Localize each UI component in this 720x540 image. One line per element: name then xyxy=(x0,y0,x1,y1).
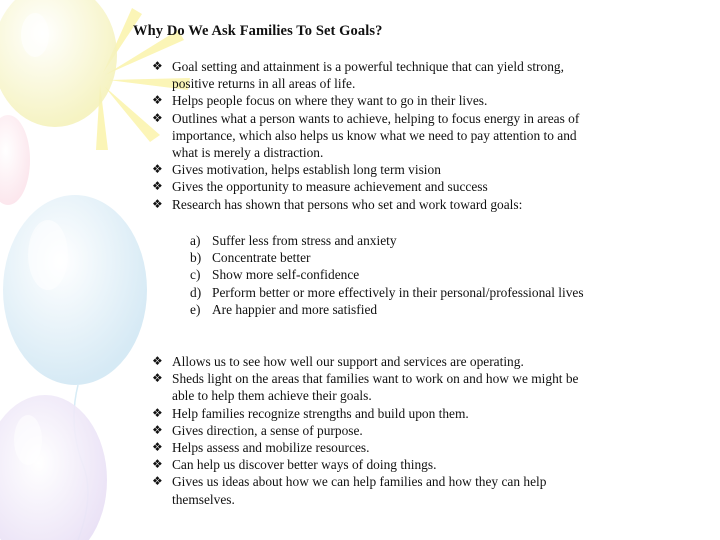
sub-item xyxy=(190,232,590,249)
sub-item-text: Are happier and more satisfied xyxy=(212,301,378,317)
diamond-bullet-icon: ❖ xyxy=(152,59,163,73)
bullet-item: ❖ Goal setting and attainment is a powerful technique that can yield strong, positive returns in all areas of life. xyxy=(152,59,564,92)
page-title: Why Do We Ask Families To Set Goals? xyxy=(133,23,383,39)
bullet-item: ❖ Gives the opportunity to measure achievement and success xyxy=(152,179,488,195)
sub-item xyxy=(190,284,590,301)
sub-item xyxy=(190,266,590,283)
diamond-bullet-icon: ❖ xyxy=(152,474,163,489)
sub-item-letter: e) xyxy=(190,301,201,317)
diamond-bullet-icon: ❖ xyxy=(152,371,163,386)
diamond-bullet-icon: ❖ xyxy=(152,196,163,211)
bullet-list-bottom xyxy=(152,353,592,508)
diamond-bullet-icon: ❖ xyxy=(152,179,163,194)
sub-item-text: Perform better or more effectively in their personal/professional lives xyxy=(212,284,584,300)
diamond-bullet-icon: ❖ xyxy=(152,110,163,125)
diamond-bullet-icon: ❖ xyxy=(152,440,163,455)
bullet-item: ❖ Helps people focus on where they want to go in their lives. xyxy=(152,93,488,109)
sub-item-letter: d) xyxy=(190,284,202,300)
diamond-bullet-icon: ❖ xyxy=(152,354,163,368)
sub-item-text: Suffer less from stress and anxiety xyxy=(212,233,397,248)
bullet-item: ❖ Research has shown that persons who set and work toward goals: xyxy=(152,196,523,212)
sub-item xyxy=(190,301,590,318)
diamond-bullet-icon: ❖ xyxy=(152,422,163,437)
sub-item-letter: c) xyxy=(190,267,201,283)
bullet-item: ❖ Allows us to see how well our support and services are operating. xyxy=(152,354,524,369)
bullet-item: ❖ Helps assess and mobilize resources. xyxy=(152,440,370,456)
diamond-bullet-icon: ❖ xyxy=(152,457,163,472)
sub-item-text: Concentrate better xyxy=(212,250,311,266)
diamond-bullet-icon: ❖ xyxy=(152,93,163,108)
bullet-item: ❖ Help families recognize strengths and build upon them. xyxy=(152,405,469,421)
bullet-item: ❖ Gives motivation, helps establish long term vision xyxy=(152,162,441,178)
bullet-item: ❖ Can help us discover better ways of doing things. xyxy=(152,457,437,473)
bullet-list-top xyxy=(152,58,592,213)
bullet-item: ❖ Gives us ideas about how we can help families and how they can help themselves. xyxy=(152,474,547,507)
diamond-bullet-icon: ❖ xyxy=(152,162,163,177)
sub-item-text: Show more self-confidence xyxy=(212,267,360,283)
diamond-bullet-icon: ❖ xyxy=(152,405,163,420)
bullet-item: ❖ Sheds light on the areas that families want to work on and how we might be able to help them achieve their goals. xyxy=(152,371,579,404)
bullet-item: ❖ Outlines what a person wants to achieve, helping to focus energy in areas of importance, which also helps us know what we need to pay attention to and what is merely a distraction. xyxy=(152,110,580,161)
sub-item-letter: b) xyxy=(190,250,202,266)
sub-item xyxy=(190,249,590,266)
sub-list xyxy=(190,232,590,318)
bullet-item: ❖ Gives direction, a sense of purpose. xyxy=(152,422,363,438)
sub-item-letter: a) xyxy=(190,233,201,248)
